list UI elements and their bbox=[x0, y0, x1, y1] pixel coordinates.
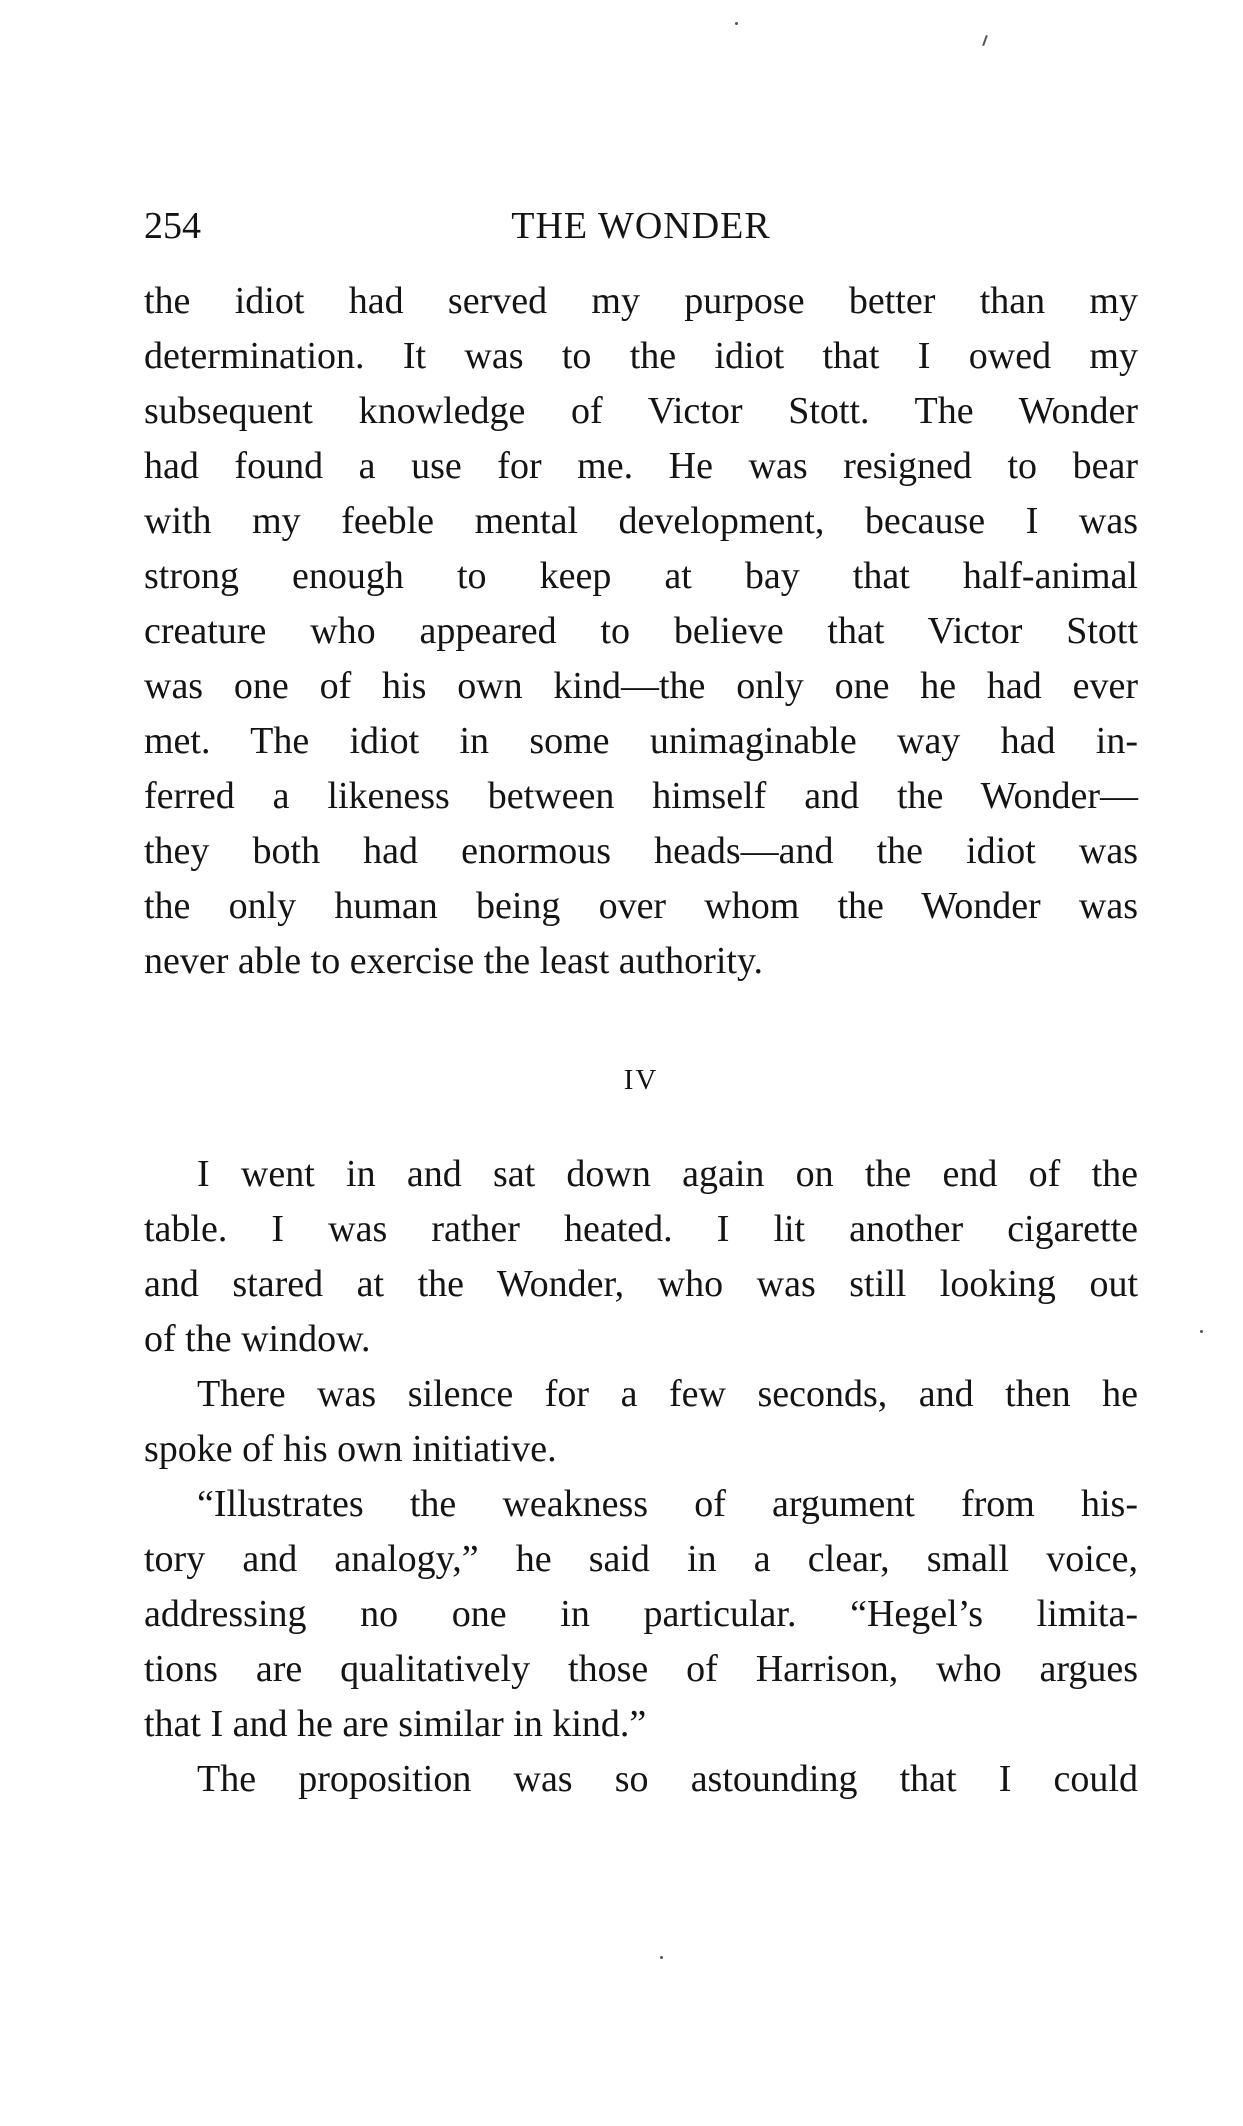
running-title: THE WONDER bbox=[511, 205, 771, 247]
text-line: the idiot had served my purpose better than my bbox=[144, 280, 1138, 322]
text-line: There was silence for a few seconds, and then he bbox=[197, 1373, 1138, 1415]
text-line: ferred a likeness between himself and the Wonder— bbox=[144, 775, 1138, 817]
text-line: of the window. bbox=[144, 1318, 371, 1360]
paragraph bbox=[144, 1752, 1138, 1807]
print-speck bbox=[735, 22, 738, 25]
text-line: table. I was rather heated. I lit another cigarette bbox=[144, 1208, 1138, 1250]
text-line: was one of his own kind—the only one he had ever bbox=[144, 665, 1138, 707]
page-number: 254 bbox=[144, 205, 201, 247]
text-line: “Illustrates the weakness of argument from his- bbox=[197, 1483, 1138, 1525]
text-line: I went in and sat down again on the end of the bbox=[197, 1153, 1138, 1195]
paragraph bbox=[144, 274, 1138, 989]
text-line: determination. It was to the idiot that I owed my bbox=[144, 335, 1138, 377]
paragraph bbox=[144, 1147, 1138, 1367]
text-line: spoke of his own initiative. bbox=[144, 1428, 557, 1470]
print-speck bbox=[660, 1956, 663, 1959]
running-header bbox=[144, 196, 1138, 256]
section-number: IV bbox=[623, 1064, 659, 1096]
text-line: met. The idiot in some unimaginable way had in- bbox=[144, 720, 1138, 762]
text-line: subsequent knowledge of Victor Stott. The Wonder bbox=[144, 390, 1138, 432]
text-line: they both had enormous heads—and the idiot was bbox=[144, 830, 1138, 872]
print-speck bbox=[1200, 1330, 1203, 1333]
text-line: tions are qualitatively those of Harrison, who argues bbox=[144, 1648, 1138, 1690]
text-line: and stared at the Wonder, who was still looking out bbox=[144, 1263, 1138, 1305]
text-line: addressing no one in particular. “Hegel’s limita- bbox=[144, 1593, 1138, 1635]
text-line: the only human being over whom the Wonder was bbox=[144, 885, 1138, 927]
text-line: never able to exercise the least authority. bbox=[144, 940, 763, 982]
text-line: that I and he are similar in kind.” bbox=[144, 1703, 647, 1745]
text-line: The proposition was so astounding that I could bbox=[197, 1758, 1138, 1800]
text-line: with my feeble mental development, because I was bbox=[144, 500, 1138, 542]
paragraph bbox=[144, 1477, 1138, 1752]
paragraph bbox=[144, 1367, 1138, 1477]
text-line: had found a use for me. He was resigned to bear bbox=[144, 445, 1138, 487]
print-mark bbox=[982, 35, 988, 46]
text-line: strong enough to keep at bay that half-animal bbox=[144, 555, 1138, 597]
text-line: creature who appeared to believe that Victor Stott bbox=[144, 610, 1138, 652]
text-line: tory and analogy,” he said in a clear, small voice, bbox=[144, 1538, 1138, 1580]
